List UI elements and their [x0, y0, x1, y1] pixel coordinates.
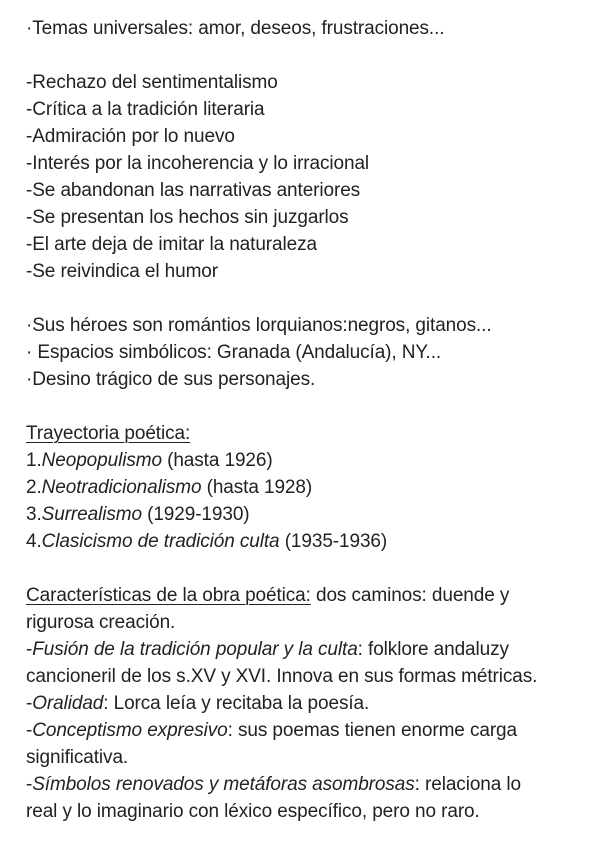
trayectoria-item: [26, 501, 586, 528]
bullets-list: [26, 312, 586, 393]
features-list: [26, 69, 586, 285]
caracteristica-continuation: cancioneril de los s.XV y XVI. Innova en sus formas métricas.: [26, 666, 538, 687]
period-date: (hasta 1926): [161, 450, 273, 471]
feature-item: -Se abandonan las narrativas anteriores: [26, 180, 361, 201]
caracteristica-continuation: significativa.: [26, 747, 129, 768]
bullet-item: · Espacios simbólicos: Granada (Andalucía), NY...: [26, 342, 442, 363]
trayectoria-section: [26, 420, 586, 555]
trayectoria-heading: Trayectoria poética:: [26, 423, 191, 444]
spacer: [26, 555, 586, 582]
trayectoria-item: [26, 528, 586, 555]
period-name: Surrealismo: [41, 504, 142, 525]
caracteristica-text: : Lorca leía y recitaba la poesía.: [103, 693, 370, 714]
caracteristica-continuation: real y lo imaginario con léxico específico, pero no raro.: [26, 801, 480, 822]
intro-line: ·Temas universales: amor, deseos, frustraciones...: [26, 18, 445, 39]
caracteristica-item: [26, 717, 586, 744]
bullet-item: ·Sus héroes son romántios lorquianos:negros, gitanos...: [26, 315, 492, 336]
trayectoria-item: [26, 447, 586, 474]
caracteristicas-heading-rest: dos caminos: duende y: [310, 585, 510, 606]
period-date: (1935-1936): [279, 531, 388, 552]
feature-item: -Admiración por lo nuevo: [26, 126, 235, 147]
caracteristicas-heading: Características de la obra poética:: [26, 585, 311, 606]
caracteristicas-section: [26, 582, 586, 825]
item-number: 2.: [26, 477, 42, 498]
item-dash: -: [26, 720, 33, 741]
feature-item: -Rechazo del sentimentalismo: [26, 72, 278, 93]
caracteristica-text: : relaciona lo: [414, 774, 521, 795]
feature-item: -Se reivindica el humor: [26, 261, 219, 282]
item-dash: -: [26, 693, 33, 714]
spacer: [26, 393, 586, 420]
period-name: Neopopulismo: [41, 450, 162, 471]
caracteristica-text: : sus poemas tienen enorme carga: [227, 720, 517, 741]
caracteristica-item: [26, 771, 586, 798]
feature-item: -Se presentan los hechos sin juzgarlos: [26, 207, 349, 228]
period-name: Clasicismo de tradición culta: [41, 531, 280, 552]
caracteristica-item: [26, 636, 586, 663]
trayectoria-item: [26, 474, 586, 501]
caracteristica-item: [26, 690, 586, 717]
item-dash: -: [26, 774, 33, 795]
period-date: (1929-1930): [141, 504, 250, 525]
caracteristica-term: Oralidad: [32, 693, 104, 714]
spacer: [26, 42, 586, 69]
period-date: (hasta 1928): [201, 477, 313, 498]
feature-item: -Crítica a la tradición literaria: [26, 99, 265, 120]
document-body: [26, 15, 586, 825]
item-number: 3.: [26, 504, 42, 525]
bullet-item: ·Desino trágico de sus personajes.: [26, 369, 316, 390]
feature-item: -El arte deja de imitar la naturaleza: [26, 234, 317, 255]
caracteristica-term: Conceptismo expresivo: [32, 720, 228, 741]
caracteristicas-heading-line2: rigurosa creación.: [26, 612, 176, 633]
period-name: Neotradicionalismo: [41, 477, 202, 498]
caracteristica-text: : folklore andaluzy: [357, 639, 509, 660]
caracteristica-term: Fusión de la tradición popular y la culta: [32, 639, 358, 660]
spacer: [26, 285, 586, 312]
item-number: 4.: [26, 531, 42, 552]
item-number: 1.: [26, 450, 42, 471]
feature-item: -Interés por la incoherencia y lo irracional: [26, 153, 370, 174]
caracteristicas-heading-line: [26, 582, 586, 609]
item-dash: -: [26, 639, 33, 660]
caracteristica-term: Símbolos renovados y metáforas asombrosas: [32, 774, 415, 795]
